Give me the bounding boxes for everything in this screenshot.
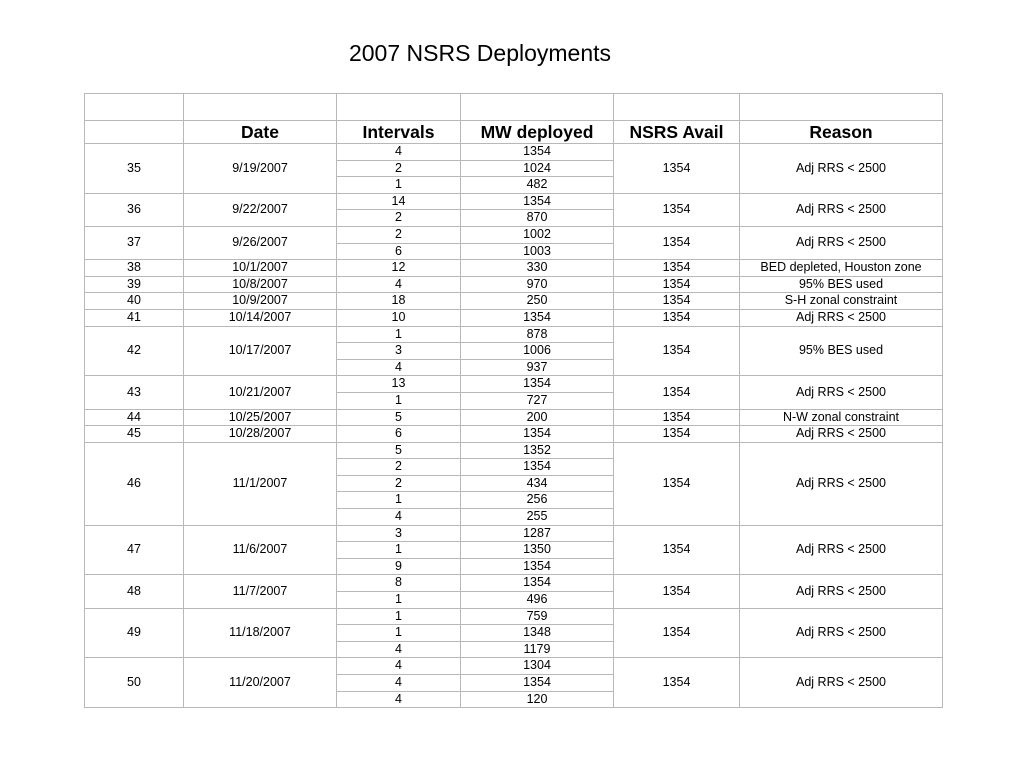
blank-cell (337, 94, 461, 121)
cell-intervals: 14 (337, 193, 461, 210)
cell-nsrs-avail: 1354 (614, 575, 740, 608)
cell-mw-deployed: 1003 (461, 243, 614, 260)
cell-reason: 95% BES used (740, 276, 943, 293)
column-header-nsrs-avail: NSRS Avail (614, 121, 740, 144)
cell-id: 41 (85, 309, 184, 326)
cell-id: 36 (85, 193, 184, 226)
column-header-mw-deployed: MW deployed (461, 121, 614, 144)
cell-id: 47 (85, 525, 184, 575)
cell-mw-deployed: 496 (461, 592, 614, 609)
table-row (85, 326, 943, 343)
cell-intervals: 5 (337, 409, 461, 426)
cell-intervals: 12 (337, 260, 461, 277)
cell-mw-deployed: 727 (461, 392, 614, 409)
cell-id: 38 (85, 260, 184, 277)
blank-cell (184, 94, 337, 121)
cell-intervals: 2 (337, 226, 461, 243)
cell-mw-deployed: 1179 (461, 641, 614, 658)
cell-reason: 95% BES used (740, 326, 943, 376)
table-row (85, 426, 943, 443)
cell-intervals: 1 (337, 608, 461, 625)
cell-date: 10/8/2007 (184, 276, 337, 293)
blank-cell (740, 94, 943, 121)
cell-intervals: 4 (337, 359, 461, 376)
cell-reason: BED depleted, Houston zone (740, 260, 943, 277)
cell-intervals: 4 (337, 276, 461, 293)
table-row (85, 409, 943, 426)
cell-nsrs-avail: 1354 (614, 144, 740, 194)
cell-date: 9/19/2007 (184, 144, 337, 194)
cell-date: 10/28/2007 (184, 426, 337, 443)
cell-nsrs-avail: 1354 (614, 658, 740, 708)
cell-mw-deployed: 1354 (461, 426, 614, 443)
table-row (85, 575, 943, 592)
cell-intervals: 8 (337, 575, 461, 592)
column-header-date: Date (184, 121, 337, 144)
cell-date: 10/17/2007 (184, 326, 337, 376)
table-body (85, 144, 943, 708)
cell-mw-deployed: 878 (461, 326, 614, 343)
column-header-intervals: Intervals (337, 121, 461, 144)
cell-nsrs-avail: 1354 (614, 226, 740, 259)
cell-nsrs-avail: 1354 (614, 376, 740, 409)
cell-intervals: 2 (337, 459, 461, 476)
cell-date: 11/6/2007 (184, 525, 337, 575)
blank-cell (85, 94, 184, 121)
cell-intervals: 1 (337, 492, 461, 509)
table-row (85, 309, 943, 326)
cell-id: 43 (85, 376, 184, 409)
column-header-id (85, 121, 184, 144)
cell-reason: Adj RRS < 2500 (740, 309, 943, 326)
cell-reason: Adj RRS < 2500 (740, 426, 943, 443)
cell-id: 39 (85, 276, 184, 293)
cell-mw-deployed: 937 (461, 359, 614, 376)
cell-date: 10/14/2007 (184, 309, 337, 326)
cell-nsrs-avail: 1354 (614, 309, 740, 326)
cell-id: 46 (85, 442, 184, 525)
cell-date: 9/22/2007 (184, 193, 337, 226)
table-row (85, 293, 943, 310)
column-header-reason: Reason (740, 121, 943, 144)
cell-intervals: 3 (337, 525, 461, 542)
cell-intervals: 1 (337, 625, 461, 642)
cell-mw-deployed: 870 (461, 210, 614, 227)
cell-id: 35 (85, 144, 184, 194)
cell-mw-deployed: 434 (461, 475, 614, 492)
cell-reason: Adj RRS < 2500 (740, 144, 943, 194)
cell-mw-deployed: 1354 (461, 193, 614, 210)
table-row (85, 658, 943, 675)
cell-reason: Adj RRS < 2500 (740, 608, 943, 658)
cell-mw-deployed: 1354 (461, 309, 614, 326)
cell-intervals: 18 (337, 293, 461, 310)
cell-intervals: 1 (337, 392, 461, 409)
cell-intervals: 13 (337, 376, 461, 393)
cell-intervals: 4 (337, 641, 461, 658)
cell-id: 42 (85, 326, 184, 376)
cell-date: 11/1/2007 (184, 442, 337, 525)
table-row (85, 376, 943, 393)
cell-reason: N-W zonal constraint (740, 409, 943, 426)
cell-date: 11/7/2007 (184, 575, 337, 608)
cell-nsrs-avail: 1354 (614, 442, 740, 525)
cell-reason: Adj RRS < 2500 (740, 226, 943, 259)
cell-intervals: 1 (337, 177, 461, 194)
cell-mw-deployed: 330 (461, 260, 614, 277)
cell-mw-deployed: 1350 (461, 542, 614, 559)
cell-mw-deployed: 970 (461, 276, 614, 293)
cell-reason: Adj RRS < 2500 (740, 376, 943, 409)
cell-mw-deployed: 1024 (461, 160, 614, 177)
cell-date: 9/26/2007 (184, 226, 337, 259)
cell-mw-deployed: 1354 (461, 575, 614, 592)
cell-date: 11/20/2007 (184, 658, 337, 708)
cell-intervals: 4 (337, 144, 461, 161)
table-row (85, 226, 943, 243)
cell-reason: Adj RRS < 2500 (740, 525, 943, 575)
cell-intervals: 2 (337, 210, 461, 227)
table-row (85, 144, 943, 161)
cell-mw-deployed: 255 (461, 509, 614, 526)
table-row (85, 525, 943, 542)
cell-nsrs-avail: 1354 (614, 260, 740, 277)
table-row (85, 276, 943, 293)
cell-date: 10/25/2007 (184, 409, 337, 426)
cell-intervals: 2 (337, 160, 461, 177)
cell-reason: Adj RRS < 2500 (740, 442, 943, 525)
cell-mw-deployed: 200 (461, 409, 614, 426)
cell-mw-deployed: 1352 (461, 442, 614, 459)
cell-intervals: 4 (337, 509, 461, 526)
cell-intervals: 4 (337, 658, 461, 675)
cell-nsrs-avail: 1354 (614, 293, 740, 310)
blank-cell (614, 94, 740, 121)
cell-mw-deployed: 1006 (461, 343, 614, 360)
blank-cell (461, 94, 614, 121)
table-row (85, 608, 943, 625)
cell-mw-deployed: 1348 (461, 625, 614, 642)
table-row (85, 442, 943, 459)
cell-id: 40 (85, 293, 184, 310)
cell-id: 50 (85, 658, 184, 708)
cell-nsrs-avail: 1354 (614, 608, 740, 658)
cell-intervals: 2 (337, 475, 461, 492)
cell-id: 37 (85, 226, 184, 259)
cell-mw-deployed: 256 (461, 492, 614, 509)
cell-date: 11/18/2007 (184, 608, 337, 658)
cell-id: 45 (85, 426, 184, 443)
cell-nsrs-avail: 1354 (614, 426, 740, 443)
cell-mw-deployed: 1304 (461, 658, 614, 675)
cell-intervals: 1 (337, 326, 461, 343)
cell-intervals: 4 (337, 691, 461, 708)
cell-mw-deployed: 120 (461, 691, 614, 708)
cell-mw-deployed: 1002 (461, 226, 614, 243)
header-row (85, 121, 943, 144)
cell-intervals: 1 (337, 592, 461, 609)
cell-nsrs-avail: 1354 (614, 525, 740, 575)
cell-mw-deployed: 250 (461, 293, 614, 310)
cell-date: 10/9/2007 (184, 293, 337, 310)
cell-id: 49 (85, 608, 184, 658)
cell-mw-deployed: 1354 (461, 459, 614, 476)
cell-intervals: 4 (337, 675, 461, 692)
cell-date: 10/21/2007 (184, 376, 337, 409)
blank-header-row (85, 94, 943, 121)
cell-intervals: 6 (337, 243, 461, 260)
page-title: 2007 NSRS Deployments (348, 40, 612, 66)
cell-mw-deployed: 1354 (461, 675, 614, 692)
table-row (85, 193, 943, 210)
cell-mw-deployed: 482 (461, 177, 614, 194)
cell-nsrs-avail: 1354 (614, 326, 740, 376)
cell-id: 48 (85, 575, 184, 608)
table-row (85, 260, 943, 277)
cell-nsrs-avail: 1354 (614, 409, 740, 426)
cell-intervals: 10 (337, 309, 461, 326)
cell-reason: Adj RRS < 2500 (740, 658, 943, 708)
cell-id: 44 (85, 409, 184, 426)
cell-intervals: 9 (337, 558, 461, 575)
cell-reason: Adj RRS < 2500 (740, 193, 943, 226)
cell-intervals: 5 (337, 442, 461, 459)
cell-mw-deployed: 1354 (461, 144, 614, 161)
cell-reason: Adj RRS < 2500 (740, 575, 943, 608)
cell-mw-deployed: 1287 (461, 525, 614, 542)
cell-mw-deployed: 759 (461, 608, 614, 625)
cell-intervals: 1 (337, 542, 461, 559)
cell-nsrs-avail: 1354 (614, 193, 740, 226)
cell-mw-deployed: 1354 (461, 558, 614, 575)
cell-reason: S-H zonal constraint (740, 293, 943, 310)
cell-intervals: 6 (337, 426, 461, 443)
deployments-table (84, 93, 943, 708)
cell-nsrs-avail: 1354 (614, 276, 740, 293)
cell-mw-deployed: 1354 (461, 376, 614, 393)
cell-intervals: 3 (337, 343, 461, 360)
cell-date: 10/1/2007 (184, 260, 337, 277)
